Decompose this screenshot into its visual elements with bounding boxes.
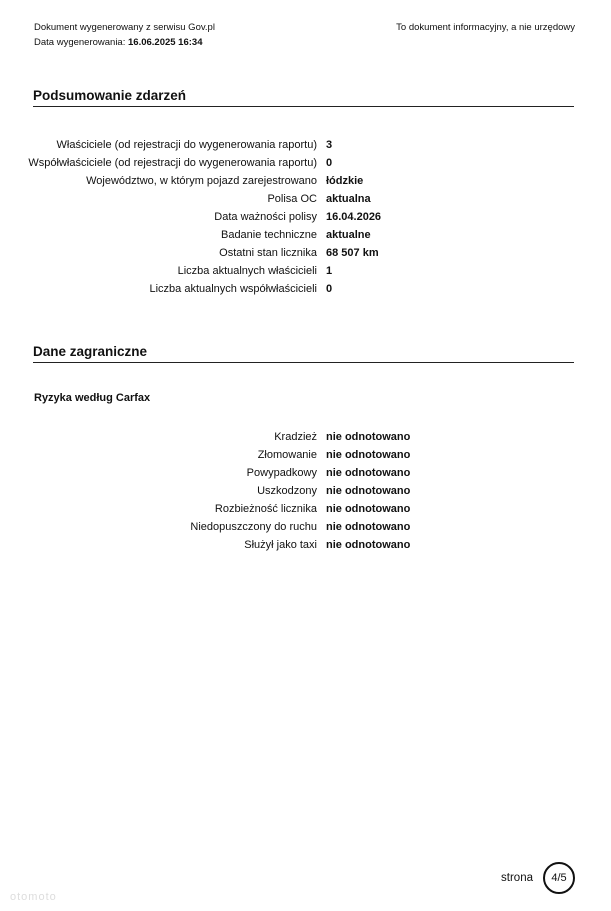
carfax-row-value: nie odnotowano [326, 431, 411, 443]
summary-row-label: Liczba aktualnych współwłaścicieli [149, 283, 317, 295]
page-label: strona [501, 872, 533, 884]
summary-row-label: Współwłaściciele (od rejestracji do wygenerowania raportu) [28, 157, 317, 169]
summary-section-title: Podsumowanie zdarzeń [33, 88, 187, 103]
summary-row [0, 246, 611, 260]
carfax-row [0, 466, 611, 480]
generated-date [34, 35, 215, 50]
carfax-row-label: Niedopuszczony do ruchu [190, 521, 317, 533]
watermark: otomoto [10, 891, 57, 903]
summary-divider [33, 106, 574, 107]
summary-row-label: Ostatni stan licznika [219, 247, 317, 259]
summary-row-label: Polisa OC [267, 193, 317, 205]
summary-row-label: Data ważności polisy [214, 211, 317, 223]
summary-row [0, 174, 611, 188]
foreign-section-title: Dane zagraniczne [33, 344, 148, 359]
carfax-row-value: nie odnotowano [326, 449, 411, 461]
summary-table [0, 138, 611, 300]
summary-row [0, 192, 611, 206]
summary-row [0, 282, 611, 296]
carfax-row [0, 430, 611, 444]
summary-row [0, 156, 611, 170]
generated-date-value: 16.06.2025 16:34 [128, 37, 203, 48]
carfax-row [0, 502, 611, 516]
carfax-row [0, 448, 611, 462]
carfax-row-label: Uszkodzony [257, 485, 317, 497]
header-left [34, 20, 215, 50]
carfax-row-label: Złomowanie [257, 449, 317, 461]
carfax-subtitle: Ryzyka według Carfax [34, 392, 151, 404]
page-footer [501, 862, 575, 894]
carfax-row-value: nie odnotowano [326, 503, 411, 515]
summary-row [0, 264, 611, 278]
summary-row-label: Właściciele (od rejestracji do wygenerowania raportu) [56, 139, 317, 151]
summary-row-label: Badanie techniczne [220, 229, 317, 241]
summary-row-value: 3 [326, 139, 333, 151]
summary-row-value: 1 [326, 265, 333, 277]
summary-row-value: 0 [326, 283, 333, 295]
carfax-row-label: Kradzież [274, 431, 317, 443]
carfax-row-label: Rozbieżność licznika [214, 503, 317, 515]
summary-row-value: 68 507 km [326, 247, 379, 259]
generated-date-label: Data wygenerowania: [34, 37, 126, 48]
carfax-row-label: Służył jako taxi [244, 539, 317, 551]
carfax-row [0, 520, 611, 534]
disclaimer-text: To dokument informacyjny, a nie urzędowy [396, 22, 575, 33]
summary-row-label: Liczba aktualnych właścicieli [177, 265, 317, 277]
summary-row [0, 210, 611, 224]
summary-row-value: 0 [326, 157, 333, 169]
carfax-row-label: Powypadkowy [246, 467, 317, 479]
generated-from-text: Dokument wygenerowany z serwisu Gov.pl [34, 22, 215, 33]
carfax-table [0, 430, 611, 556]
carfax-row-value: nie odnotowano [326, 485, 411, 497]
carfax-row-value: nie odnotowano [326, 467, 411, 479]
carfax-row [0, 538, 611, 552]
summary-row-value: łódzkie [326, 175, 364, 187]
foreign-divider [33, 362, 574, 363]
summary-row-value: aktualna [326, 193, 371, 205]
summary-row-value: 16.04.2026 [326, 211, 382, 223]
summary-row-value: aktualne [326, 229, 371, 241]
carfax-row-value: nie odnotowano [326, 521, 411, 533]
carfax-row [0, 484, 611, 498]
summary-row [0, 138, 611, 152]
summary-row-label: Województwo, w którym pojazd zarejestrowano [86, 175, 317, 187]
carfax-row-value: nie odnotowano [326, 539, 411, 551]
summary-row [0, 228, 611, 242]
page-number-badge: 4/5 [543, 862, 575, 894]
